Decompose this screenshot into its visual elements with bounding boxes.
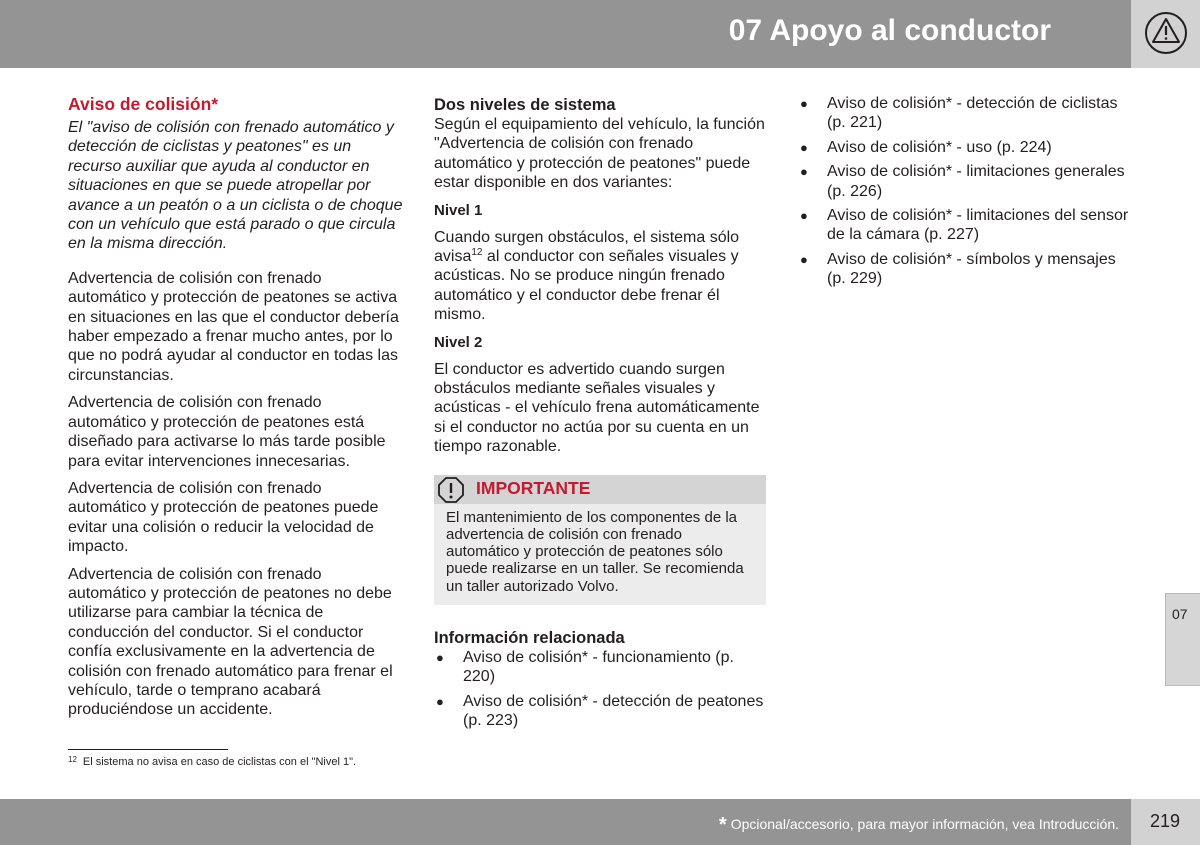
list-item[interactable] [798,206,1138,245]
body-paragraph: Advertencia de colisión con frenado automático y protección de peatones puede evitar una colisión o reducir la velocidad de impacto. [68,479,379,556]
footnote-divider [68,749,228,750]
footnote-number: 12 [68,755,77,764]
list-item-text: Aviso de colisión* - símbolos y mensajes (p. 229) [827,250,1116,288]
list-item[interactable] [798,94,1138,133]
intro-paragraph: El "aviso de colisión con frenado automático y detección de ciclistas y peatones" es un recurso auxiliar que ayuda al conductor en situaciones en que se puede atropellar por avance a un peatón o a un ciclista o de choque con un vehículo que está parado o que circula en la misma dirección. [68,119,403,253]
warning-triangle-icon [1144,11,1188,55]
section-heading: Aviso de colisión* [68,94,219,114]
level-2-paragraph: El conductor es advertido cuando surgen obstáculos mediante señales visuales y acústicas - el vehículo frena automáticamente si el conductor no actúa por su cuenta en un tiempo razonable. [434,360,760,456]
subsection-heading: Dos niveles de sistema [434,96,616,114]
chapter-tab-label: 07 [1172,606,1188,622]
column-left [68,94,403,728]
list-item[interactable] [434,692,766,731]
list-item[interactable] [798,162,1138,201]
page-footer [0,799,1131,845]
page-number-box [1131,799,1200,845]
page-number: 219 [1150,811,1181,831]
list-item-text: Aviso de colisión* - detección de ciclistas (p. 221) [827,95,1118,132]
body-paragraph: Según el equipamiento del vehículo, la función "Advertencia de colisión con frenado automático y protección de peatones" puede estar disponible en dos variantes: [434,116,765,192]
list-item-text: Aviso de colisión* - limitaciones generales (p. 226) [827,163,1125,200]
list-item-text: Aviso de colisión* - detección de peatones (p. 223) [463,692,764,729]
level-1-text-a: Cuando surgen obstáculos, el sistema sólo avisa [434,228,740,266]
list-item-text: Aviso de colisión* - limitaciones del sensor de la cámara (p. 227) [827,207,1129,244]
column-right [798,94,1138,294]
bullet: ● [800,208,808,224]
important-label: IMPORTANTE [476,477,591,498]
bullet: ● [800,96,808,111]
footer-note-text: Opcional/accesorio, para mayor información, vea Introducción. [730,816,1119,832]
important-text: El mantenimiento de los componentes de la advertencia de colisión con frenado automático y protección de peatones sólo puede realizarse en un taller. Se recomienda un taller autorizado Volvo. [446,508,744,595]
bullet: ● [436,693,444,709]
chapter-tab[interactable] [1165,593,1200,686]
bullet: ● [800,139,808,155]
important-box [434,475,766,605]
level-1-text-b: al conductor con señales visuales y acústicas. No se produce ningún frenado automático y el conductor debe frenar él mismo. [434,248,739,324]
list-item[interactable] [798,250,1138,289]
column-middle [434,94,766,735]
list-item-text: Aviso de colisión* - uso (p. 224) [827,138,1052,156]
list-item-text: Aviso de colisión* - funcionamiento (p. 220) [463,648,734,686]
bullet: ● [436,649,444,665]
list-item[interactable] [434,648,766,687]
bullet: ● [800,164,808,180]
related-list [798,94,1138,289]
asterisk-mark: * [718,814,727,836]
level-2-heading: Nivel 2 [434,333,483,351]
body-paragraph: Advertencia de colisión con frenado automático y protección de peatones no debe utilizarse para cambiar la técnica de conducción del conductor. Si el conductor confía exclusivamente en la advertencia de colisión con frenado automático para frenar el vehículo, tarde o temprano acabará produciéndose un accidente. [68,565,393,719]
exclamation-icon [438,477,464,503]
level-1-heading: Nivel 1 [434,201,483,219]
related-heading: Información relacionada [434,628,625,647]
important-header [434,475,766,504]
footnote-ref[interactable]: 12 [471,247,483,259]
footnote [68,756,356,768]
list-item[interactable] [798,138,1138,157]
footer-note [719,814,1119,837]
bullet: ● [800,251,808,267]
footnote-text: El sistema no avisa en caso de ciclistas con el "Nivel 1". [82,756,357,768]
body-paragraph: Advertencia de colisión con frenado automático y protección de peatones se activa en situaciones en las que el conductor debería haber empezado a frenar mucho antes, por lo que no podrá ayudar al conductor en todas las circunstancias. [68,269,399,384]
related-list [434,648,766,731]
chapter-header [0,0,1131,68]
level-1-paragraph [434,228,766,325]
chapter-title: 07 Apoyo al conductor [728,14,1051,47]
body-paragraph: Advertencia de colisión con frenado automático y protección de peatones está diseñado para activarse lo más tarde posible para evitar intervenciones innecesarias. [68,394,386,470]
chapter-icon-box [1131,0,1200,68]
